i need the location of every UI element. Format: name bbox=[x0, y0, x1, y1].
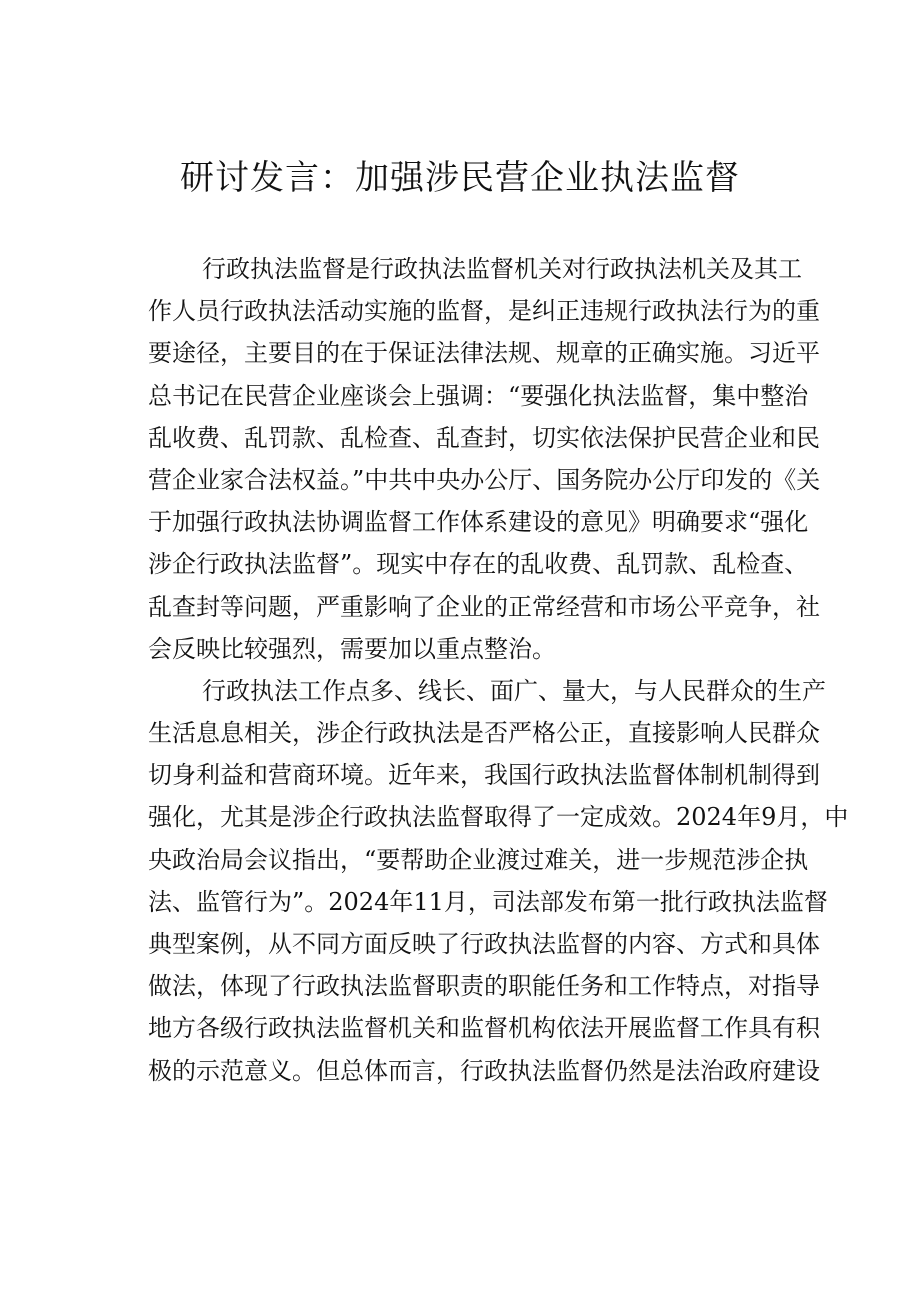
document-title: 研讨发言：加强涉民营企业执法监督 bbox=[180, 158, 740, 198]
paragraph-2-line-6: 法、监管行为”。2024年11月，司法部发布第一批行政执法监督 bbox=[148, 887, 828, 916]
paragraph-2-line-8: 做法，体现了行政执法监督职责的职能任务和工作特点，对指导 bbox=[148, 972, 820, 1001]
paragraph-1-line-2: 作人员行政执法活动实施的监督，是纠正违规行政执法行为的重 bbox=[148, 297, 820, 326]
paragraph-1-line-5: 乱收费、乱罚款、乱检查、乱查封，切实依法保护民营企业和民 bbox=[148, 423, 820, 452]
paragraph-2-line-3: 切身利益和营商环境。近年来，我国行政执法监督体制机制得到 bbox=[148, 761, 820, 790]
paragraph-2-line-2: 生活息息相关，涉企行政执法是否严格公正，直接影响人民群众 bbox=[148, 719, 820, 748]
paragraph-1-line-6: 营企业家合法权益。”中共中央办公厅、国务院办公厅印发的《关 bbox=[148, 465, 821, 494]
document-body bbox=[148, 248, 849, 1092]
paragraph-1-line-3: 要途径，主要目的在于保证法律法规、规章的正确实施。习近平 bbox=[148, 339, 820, 368]
paragraph-1-line-4: 总书记在民营企业座谈会上强调：“要强化执法监督，集中整治 bbox=[148, 381, 809, 410]
paragraph-2-line-1: 行政执法工作点多、线长、面广、量大，与人民群众的生产 bbox=[202, 676, 826, 705]
paragraph-1-line-1: 行政执法监督是行政执法监督机关对行政执法机关及其工 bbox=[202, 255, 802, 283]
paragraph-2-line-4: 强化，尤其是涉企行政执法监督取得了一定成效。2024年9月，中 bbox=[148, 803, 849, 832]
paragraph-1-line-8: 涉企行政执法监督”。现实中存在的乱收费、乱罚款、乱检查、 bbox=[148, 550, 809, 579]
paragraph-2-line-9: 地方各级行政执法监督机关和监督机构依法开展监督工作具有积 bbox=[148, 1014, 820, 1043]
paragraph-1-line-7: 于加强行政执法协调监督工作体系建设的意见》明确要求“强化 bbox=[148, 508, 809, 537]
paragraph-2-line-7: 典型案例，从不同方面反映了行政执法监督的内容、方式和具体 bbox=[148, 930, 820, 958]
paragraph-2-line-10: 极的示范意义。但总体而言，行政执法监督仍然是法治政府建设 bbox=[148, 1056, 820, 1085]
paragraph-1-line-10: 会反映比较强烈，需要加以重点整治。 bbox=[148, 634, 556, 663]
paragraph-2-line-5: 央政治局会议指出，“要帮助企业渡过难关，进一步规范涉企执 bbox=[148, 845, 809, 874]
paragraph-1-line-9: 乱查封等问题，严重影响了企业的正常经营和市场公平竞争，社 bbox=[148, 592, 820, 621]
